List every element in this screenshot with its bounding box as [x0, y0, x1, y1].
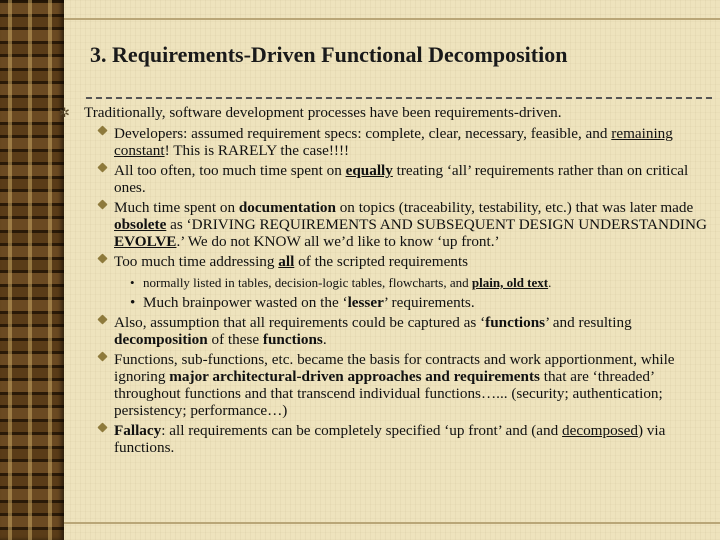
ornament-bullet-icon: ✲	[59, 105, 70, 120]
list-item: Developers: assumed requirement specs: complete, clear, necessary, feasible, and remaining constant! This is RARELY the case!!!!	[64, 125, 709, 159]
dot-bullet-icon: •	[130, 294, 136, 311]
decorative-spine	[0, 0, 64, 540]
list-item: Functions, sub-functions, etc. became the basis for contracts and work apportionment, while ignoring major architectural-driven approaches and requirements that are ‘threaded’ throughout functions and that transcend individual functions…... (security; authentication; persistency; performance…)	[64, 351, 709, 419]
list-item: Too much time addressing all of the scripted requirements	[64, 253, 709, 270]
intro-text: Traditionally, software development processes have been requirements-driven.	[84, 104, 562, 121]
diamond-bullet-icon	[97, 162, 107, 172]
intro-bullet	[59, 104, 709, 121]
top-rule	[64, 18, 720, 20]
list-item: Also, assumption that all requirements could be captured as ‘functions’ and resulting decomposition of these functions.	[64, 314, 709, 348]
diamond-bullet-icon	[97, 351, 107, 361]
diamond-bullet-icon	[97, 314, 107, 324]
list-item: Fallacy: all requirements can be completely specified ‘up front’ and (and decomposed) via functions.	[64, 422, 709, 456]
title-divider	[86, 97, 712, 99]
diamond-bullet-icon	[97, 199, 107, 209]
diamond-bullet-icon	[97, 253, 107, 263]
list-item: All too often, too much time spent on equally treating ‘all’ requirements rather than on critical ones.	[64, 162, 709, 196]
sub-list-item: • normally listed in tables, decision-logic tables, flowcharts, and plain, old text.	[130, 275, 552, 290]
sub-list-item: • Much brainpower wasted on the ‘lesser’ requirements.	[130, 294, 475, 311]
diamond-bullet-icon	[97, 125, 107, 135]
bottom-rule	[64, 522, 720, 524]
list-item: Much time spent on documentation on topics (traceability, testability, etc.) that was later made obsolete as ‘DRIVING REQUIREMENTS AND SUBSEQUENT DESIGN UNDERSTANDING EVOLVE.’ We do not KNOW all we’d like to know ‘up front.’	[64, 199, 709, 250]
dot-bullet-icon: •	[130, 275, 135, 290]
slide-title: 3. Requirements-Driven Functional Decomposition	[90, 42, 568, 67]
diamond-bullet-icon	[97, 422, 107, 432]
slide-body	[59, 104, 709, 459]
